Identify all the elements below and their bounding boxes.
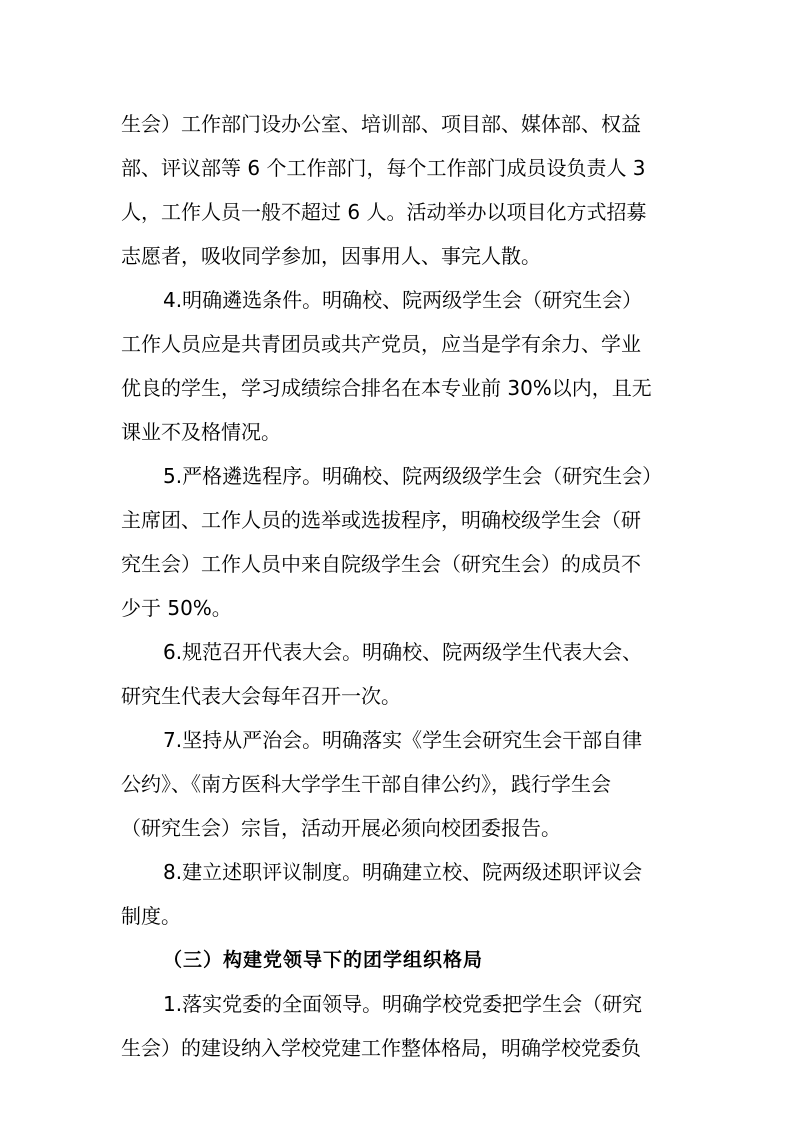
text-line: 部、评议部等 6 个工作部门，每个工作部门成员设负责人 3 — [121, 156, 646, 180]
text-line: 究生会）工作人员中来自院级学生会（研究生会）的成员不 — [121, 552, 641, 576]
paragraph-8-title: 8.建立述职评议制度。明确建立校、院两级述职评议会 — [163, 860, 643, 884]
paragraph-6-title: 6.规范召开代表大会。明确校、院两级学生代表大会、 — [163, 640, 643, 664]
text-line: 课业不及格情况。 — [121, 420, 281, 444]
paragraph-4-title: 4.明确遴选条件。明确校、院两级学生会（研究生会） — [163, 288, 643, 312]
text-line: 公约》、《南方医科大学学生干部自律公约》，践行学生会 — [121, 772, 611, 796]
section-heading: （三）构建党领导下的团学组织格局 — [163, 949, 484, 971]
text-line: 研究生代表大会每年召开一次。 — [121, 684, 401, 708]
text-line: 工作人员应是共青团员或共产党员，应当是学有余力、学业 — [121, 332, 641, 356]
text-line: 制度。 — [121, 904, 181, 928]
text-line: 生会）的建设纳入学校党建工作整体格局，明确学校党委负 — [121, 1036, 641, 1060]
text-line: 少于 50%。 — [121, 596, 232, 620]
text-line: 主席团、工作人员的选举或选拔程序，明确校级学生会（研 — [121, 508, 641, 532]
text-line: 优良的学生，学习成绩综合排名在本专业前 30%以内，且无 — [121, 376, 652, 400]
paragraph-5-title: 5.严格遴选程序。明确校、院两级级学生会（研究生会） — [163, 464, 663, 488]
text-line: 志愿者，吸收同学参加，因事用人、事完人散。 — [121, 244, 541, 268]
text-line: （研究生会）宗旨，活动开展必须向校团委报告。 — [121, 816, 561, 840]
paragraph-1-title: 1.落实党委的全面领导。明确学校党委把学生会（研究 — [163, 992, 643, 1016]
paragraph-7-title: 7.坚持从严治会。明确落实《学生会研究生会干部自律 — [163, 728, 643, 752]
text-line: 生会）工作部门设办公室、培训部、项目部、媒体部、权益 — [121, 112, 641, 136]
text-line: 人，工作人员一般不超过 6 人。活动举办以项目化方式招募 — [121, 200, 647, 224]
